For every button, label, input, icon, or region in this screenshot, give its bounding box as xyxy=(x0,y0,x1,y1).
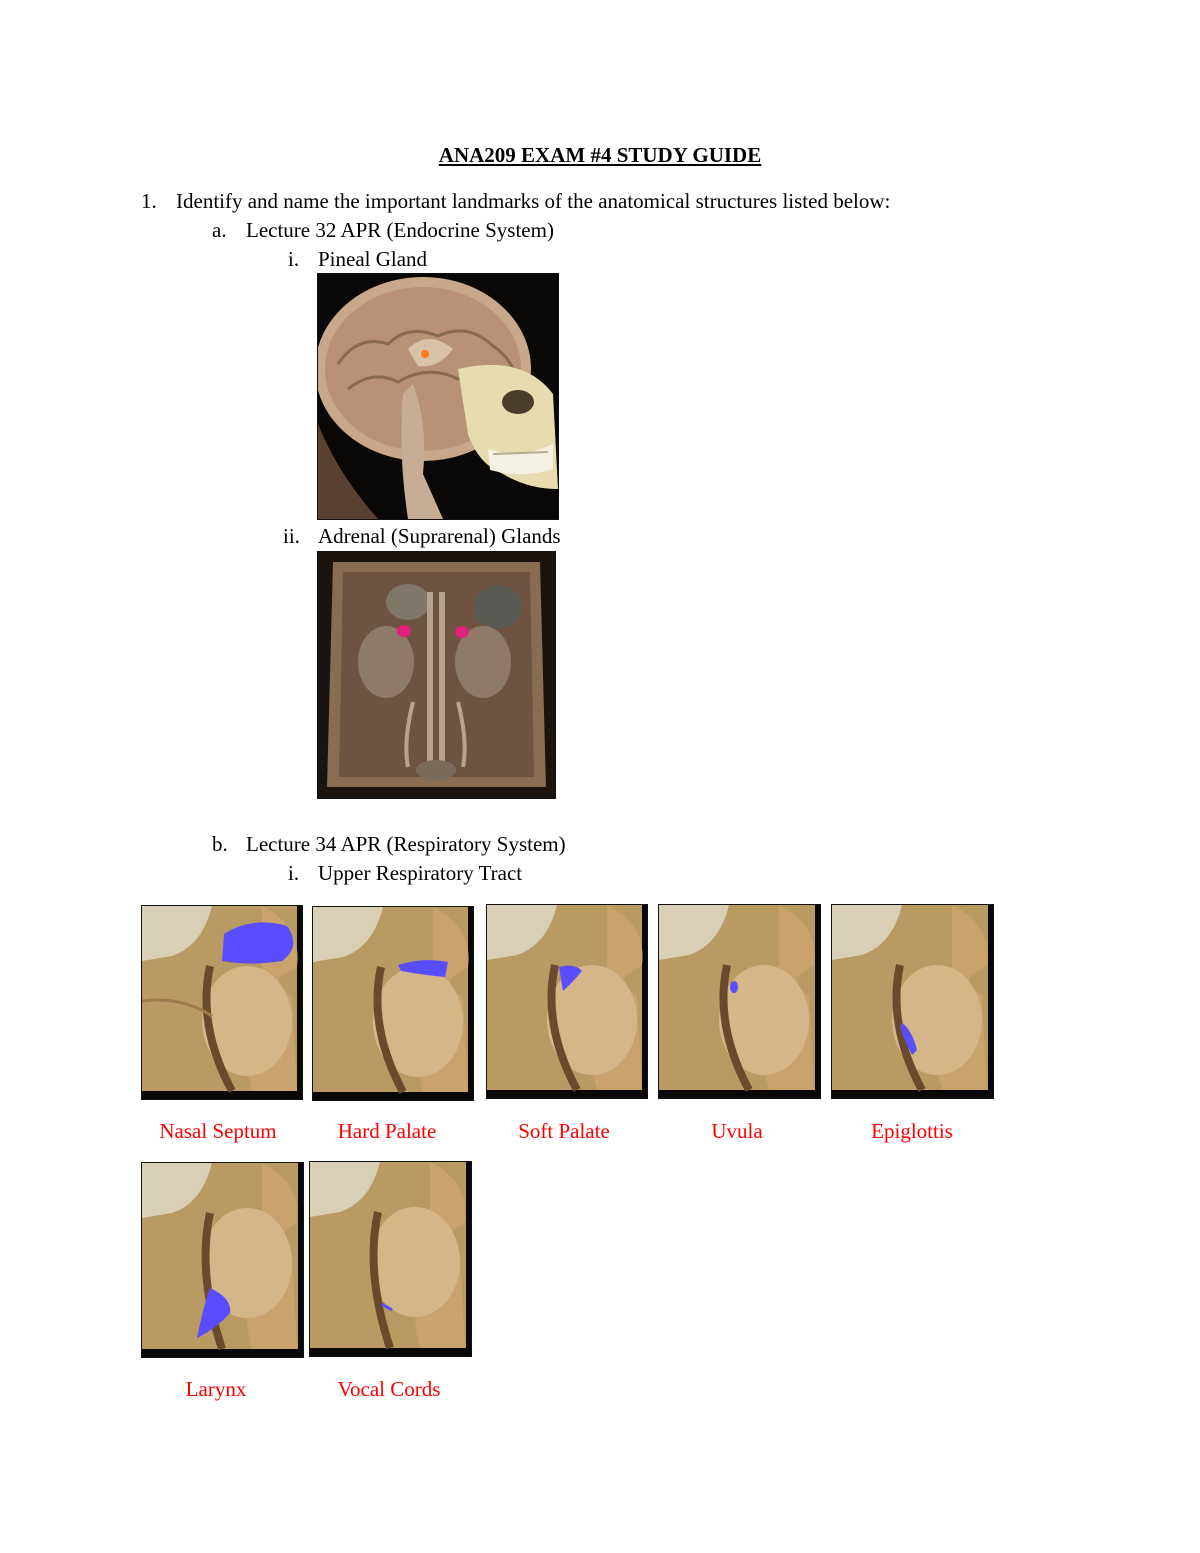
caption-epiglottis: Epiglottis xyxy=(871,1119,953,1143)
hard-palate-image xyxy=(312,906,474,1101)
pineal-gland-image xyxy=(317,273,559,520)
adrenal-numeral: ii. xyxy=(283,524,300,548)
section-a-heading: Lecture 32 APR (Endocrine System) xyxy=(246,218,554,242)
caption-hard-palate: Hard Palate xyxy=(337,1119,437,1143)
item-1 xyxy=(141,189,157,214)
item-1-text: Identify and name the important landmarks of the anatomical structures listed below: xyxy=(176,189,891,213)
caption-larynx: Larynx xyxy=(185,1377,247,1401)
caption-vocal-cords: Vocal Cords xyxy=(337,1377,441,1401)
caption-nasal-septum: Nasal Septum xyxy=(159,1119,277,1143)
section-b-heading: Lecture 34 APR (Respiratory System) xyxy=(246,832,566,856)
pineal-heading: Pineal Gland xyxy=(318,247,428,271)
nasal-septum-image xyxy=(141,905,303,1100)
soft-palate-image xyxy=(486,904,648,1099)
caption-uvula: Uvula xyxy=(711,1119,763,1143)
page-title: ANA209 EXAM #4 STUDY GUIDE xyxy=(438,143,762,167)
adrenal-glands-image xyxy=(317,551,556,799)
uvula-image xyxy=(658,904,821,1099)
caption-soft-palate: Soft Palate xyxy=(518,1119,610,1143)
pineal-numeral: i. xyxy=(288,247,300,271)
respiratory-numeral: i. xyxy=(288,861,300,885)
epiglottis-image xyxy=(831,904,994,1099)
section-b-letter: b. xyxy=(212,832,228,856)
respiratory-heading: Upper Respiratory Tract xyxy=(318,861,523,885)
section-a-letter: a. xyxy=(212,218,227,242)
larynx-image xyxy=(141,1162,304,1358)
item-1-number: 1. xyxy=(141,189,157,213)
adrenal-heading: Adrenal (Suprarenal) Glands xyxy=(318,524,561,548)
vocal-cords-image xyxy=(309,1161,472,1357)
